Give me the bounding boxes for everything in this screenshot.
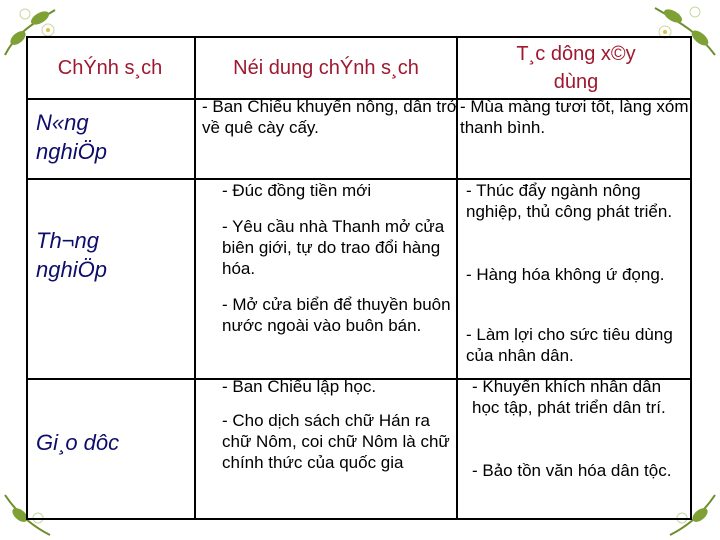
row-effect-commerce-3: - Làm lợi cho sức tiêu dùng của nhân dân. bbox=[466, 325, 673, 365]
row-effect-education-2: - Bảo tồn văn hóa dân tộc. bbox=[472, 461, 672, 480]
row-content-education-1: - Ban Chiếu lập học. bbox=[222, 377, 377, 396]
row-content-commerce-1: - Đúc đồng tiền mới bbox=[222, 181, 372, 200]
table-divider-col1 bbox=[194, 36, 196, 520]
header-policy: ChÝnh s¸ch bbox=[57, 57, 163, 79]
row-label-commerce: Th¬ng nghiÖp bbox=[36, 228, 107, 282]
table-border-left bbox=[26, 36, 28, 520]
row-effect-education-1: - Khuyến khích nhân dân học tập, phát triển dân trí. bbox=[472, 377, 666, 417]
row-content-agriculture: - Ban Chiếu khuyến nông, dân trở về quê cày cấy. bbox=[202, 97, 458, 137]
row-effect-commerce-2: - Hàng hóa không ứ đọng. bbox=[466, 265, 665, 284]
row-content-education-2: - Cho dịch sách chữ Hán ra chữ Nôm, coi chữ Nôm là chữ chính thức của quốc gia bbox=[222, 411, 450, 472]
row-effect-agriculture: - Mùa màng tươi tốt, làng xóm thanh bình. bbox=[460, 97, 689, 137]
row-label-agriculture: N«ng nghiÖp bbox=[36, 110, 107, 164]
table-border-top bbox=[26, 36, 692, 38]
header-effect: T¸c dông x©y dùng bbox=[516, 43, 636, 93]
table-border-bottom bbox=[26, 518, 692, 520]
row-content-commerce-2: - Yêu cầu nhà Thanh mở cửa biên giới, tự do trao đổi hàng hóa. bbox=[222, 217, 445, 278]
row-effect-commerce-1: - Thúc đẩy ngành nông nghiệp, thủ công phát triển. bbox=[466, 181, 673, 221]
policy-table bbox=[26, 36, 692, 520]
row-content-commerce-3: - Mở cửa biển để thuyền buôn nước ngoài vào buôn bán. bbox=[222, 295, 451, 335]
row-label-education: Gi¸o dôc bbox=[36, 430, 120, 455]
header-content: Néi dung chÝnh s¸ch bbox=[233, 57, 419, 79]
